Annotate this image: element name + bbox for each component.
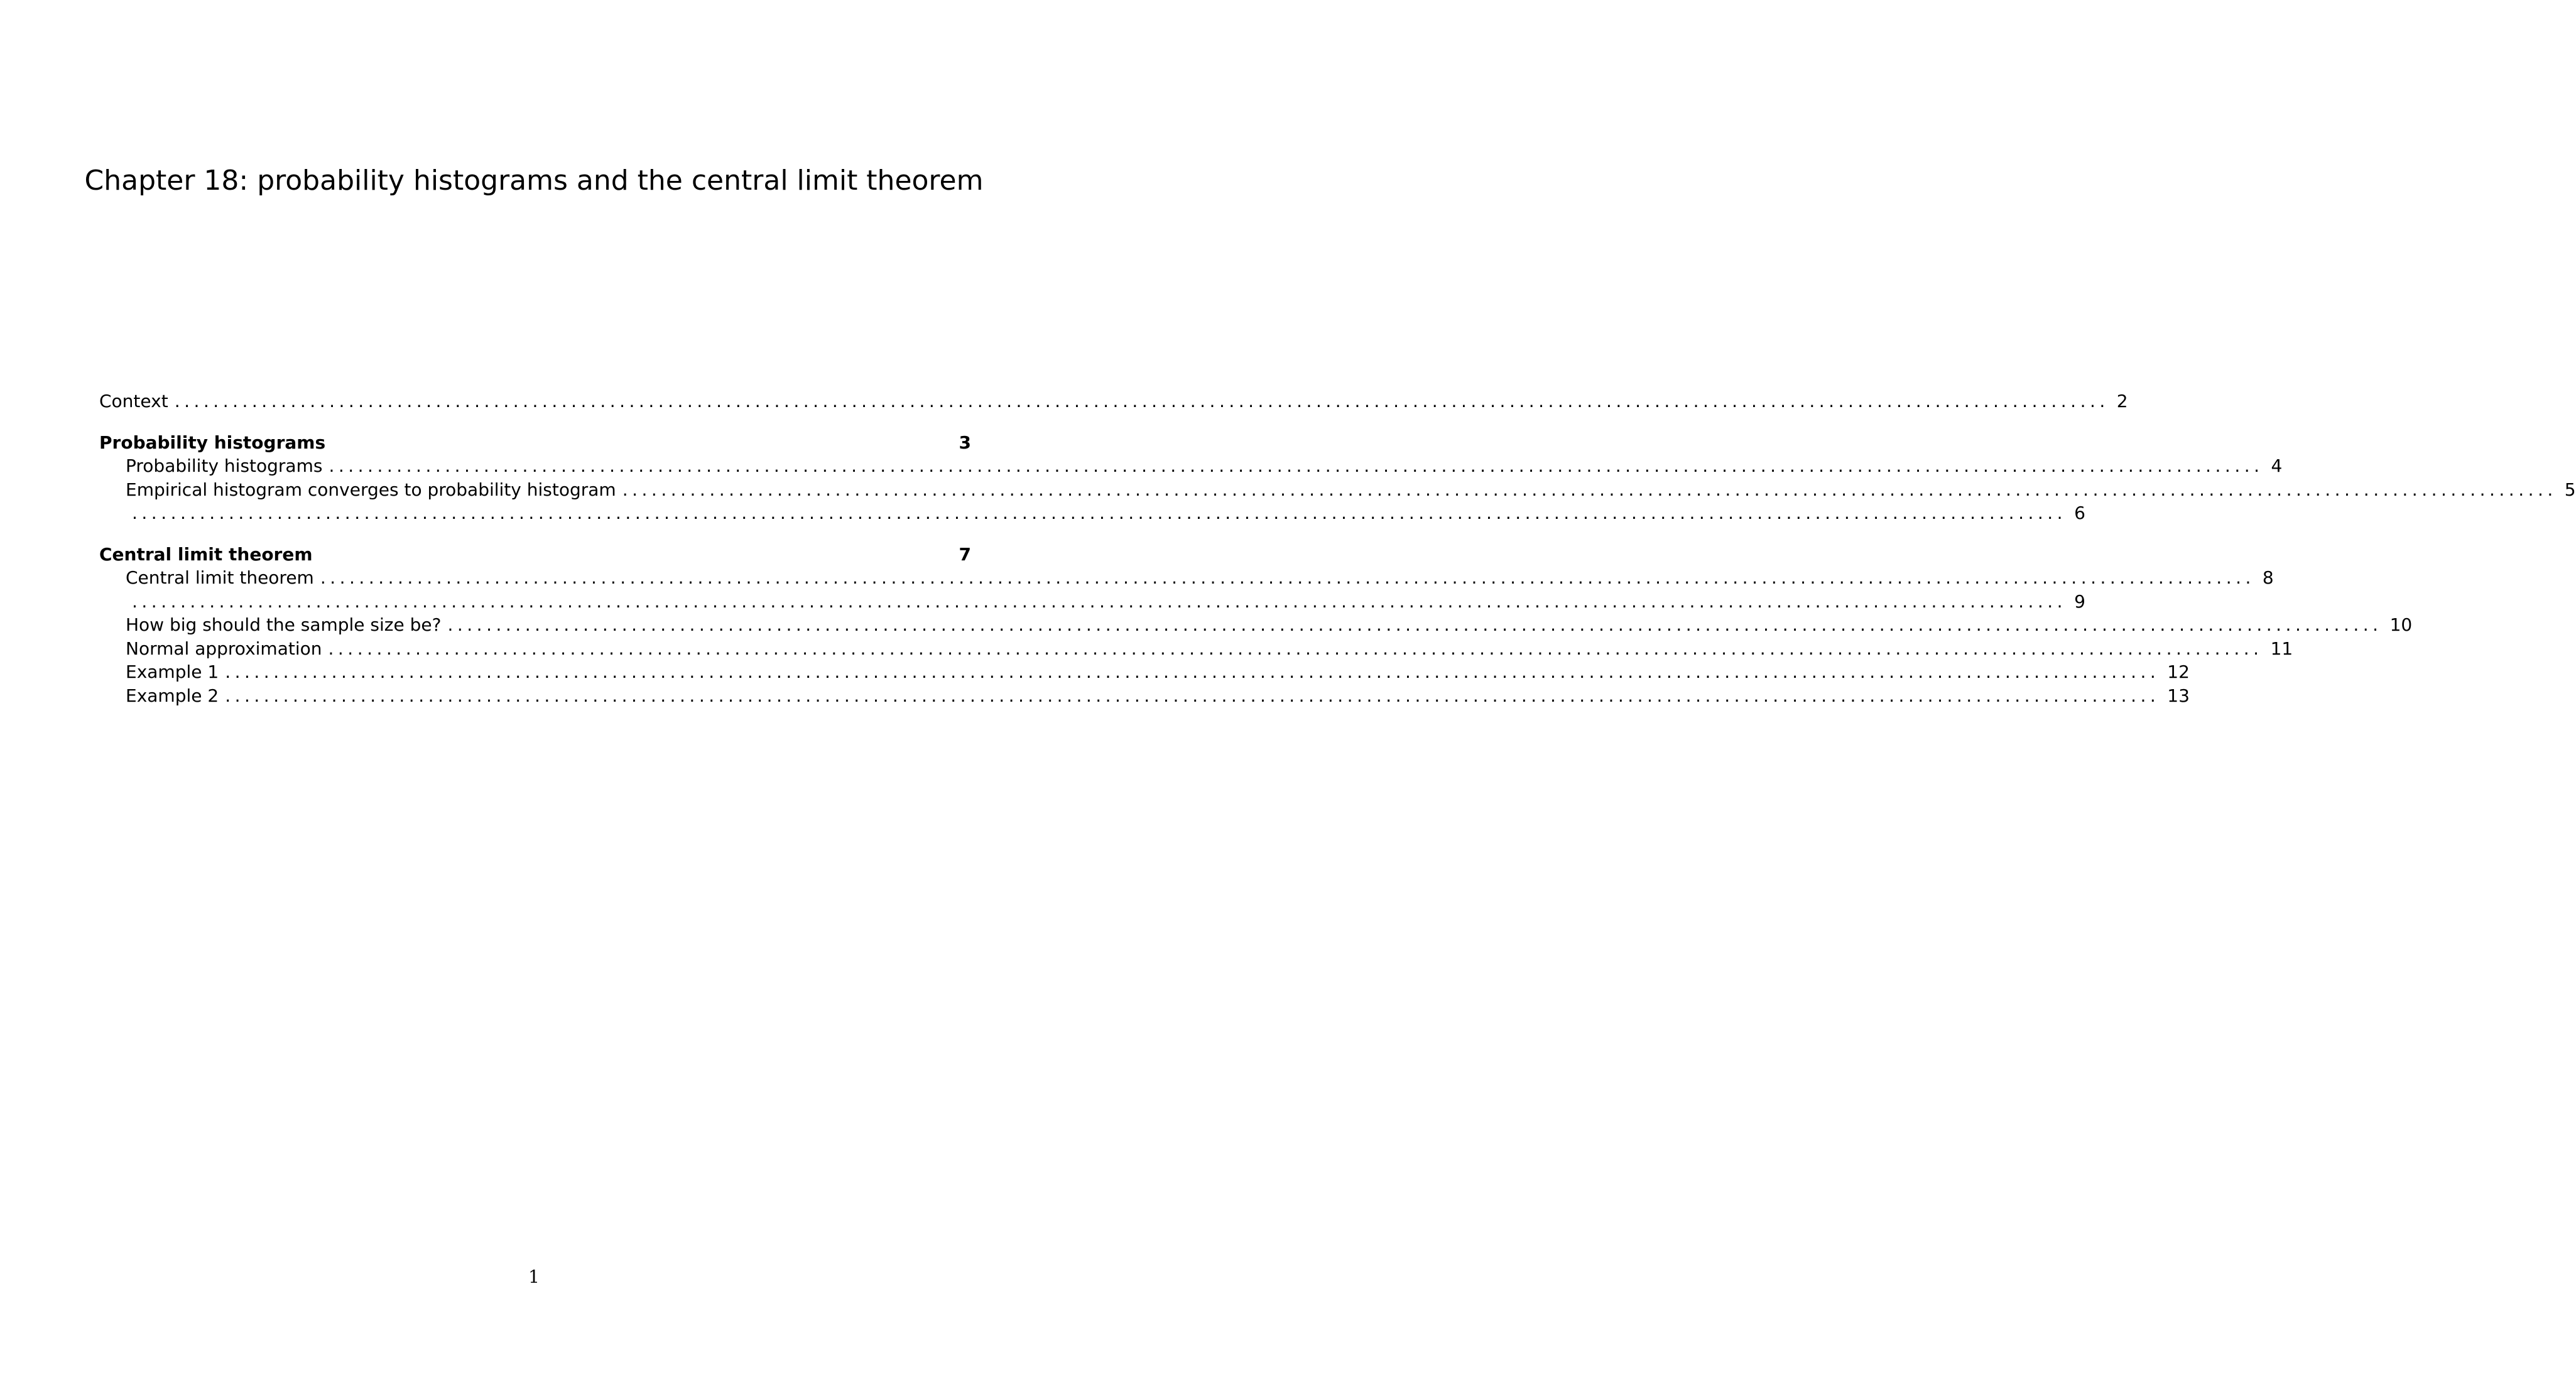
toc-section-label: Probability histograms [99,432,326,453]
toc-section-page: 3 [959,432,971,453]
dot-leader: ........................................................................................................................................................................................................ [225,685,2160,706]
toc-entry-page: 12 [2167,661,2190,682]
toc-section-label: Central limit theorem [99,543,313,565]
toc-entry-label: Context [99,391,168,411]
toc-entry-label: How big should the sample size be? [126,614,442,635]
toc-entry-page: 13 [2167,685,2190,706]
toc-section-probability-histograms[interactable] [99,431,971,455]
dot-leader: ........................................................................................................................................................................................................ [622,479,2557,500]
toc-entry-label: Central limit theorem [126,567,314,588]
dot-leader: ........................................................................................................................................................................................................ [132,590,2067,612]
toc-entry[interactable] [99,660,2190,684]
toc-entry[interactable] [99,501,2085,525]
toc-entry-label: Normal approximation [126,638,322,659]
toc-entry-label: Example 1 [126,661,219,682]
toc-entry-label: Probability histograms [126,455,323,476]
document-title: Chapter 18: probability histograms and the central limit theorem [84,165,984,197]
toc-entry-page: 10 [2389,614,2413,635]
toc-entry[interactable] [99,478,2576,502]
toc-entry-page: 4 [2271,455,2283,476]
toc-entry-page: 11 [2270,638,2293,659]
toc-entry[interactable] [99,637,2293,661]
table-of-contents [99,389,2576,707]
dot-leader: ........................................................................................................................................................................................................ [225,661,2160,682]
dot-leader: ........................................................................................................................................................................................................ [174,391,2109,411]
page-number: 1 [528,1266,540,1287]
dot-leader: ........................................................................................................................................................................................................ [132,503,2067,523]
dot-leader: ........................................................................................................................................................................................................ [447,614,2383,635]
toc-section-central-limit-theorem[interactable] [99,543,971,567]
toc-entry-page: 5 [2564,479,2576,500]
toc-entry-page: 9 [2074,590,2085,612]
toc-entry[interactable] [99,454,2283,478]
toc-section-page: 7 [959,543,971,565]
toc-entry-page: 6 [2074,503,2085,523]
toc-entry[interactable] [99,684,2190,708]
toc-entry-page: 8 [2262,567,2274,588]
toc-entry-page: 2 [2116,391,2128,411]
toc-entry-label: Example 2 [126,685,219,706]
toc-entry[interactable] [99,613,2413,637]
dot-leader: ........................................................................................................................................................................................................ [329,455,2264,476]
toc-entry-context[interactable] [99,389,2128,413]
toc-entry-label: Empirical histogram converges to probability histogram [126,479,616,500]
dot-leader: ........................................................................................................................................................................................................ [320,567,2255,588]
dot-leader: ........................................................................................................................................................................................................ [328,638,2263,659]
toc-entry[interactable] [99,566,2274,590]
toc-entry[interactable] [99,590,2085,614]
